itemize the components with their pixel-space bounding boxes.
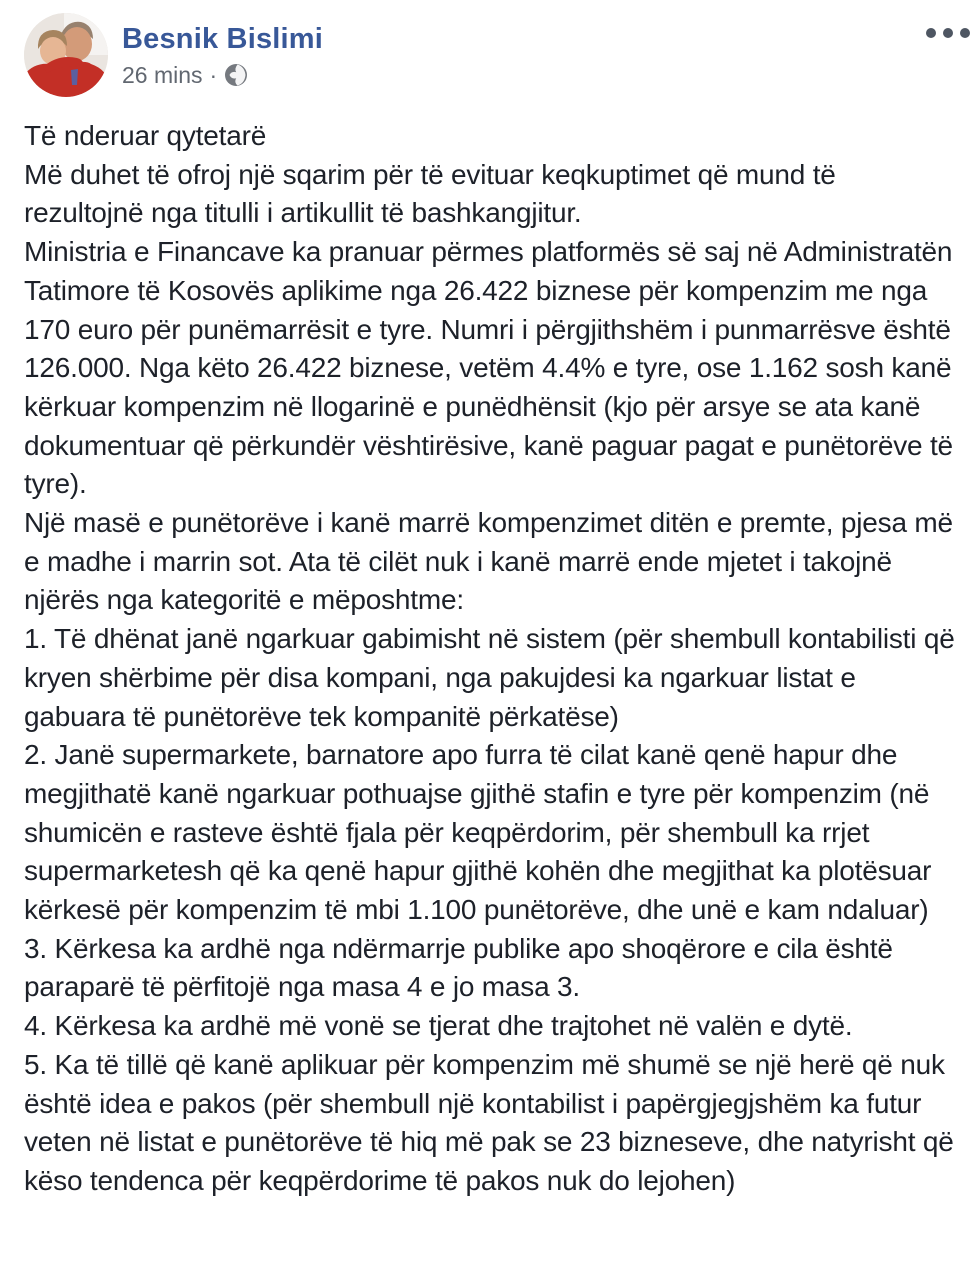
post-paragraph: 1. Të dhënat janë ngarkuar gabimisht në sistem (për shembull kontabilisti që kryen shërbime për disa kompani, nga pakujdesi ka ngarkuar listat e gabuara të punëtorëve tek kompanitë përkatëse)	[24, 623, 955, 732]
avatar[interactable]	[24, 13, 108, 97]
post-paragraph: 4. Kërkesa ka ardhë më vonë se tjerat dhe trajtohet në valën e dytë.	[24, 1010, 853, 1042]
post-paragraph: 3. Kërkesa ka ardhë nga ndërmarrje publike apo shoqërore e cila është paraparë të përfitojë nga masa 4 e jo masa 3.	[24, 932, 893, 1003]
post-paragraph: Të nderuar qytetarë	[24, 120, 267, 151]
post-header	[0, 0, 980, 110]
dot-icon	[960, 28, 970, 38]
post-paragraph: 5. Ka të tillë që kanë aplikuar për kompenzim më shumë se një herë që nuk është idea e pakos (për shembull një kontabilist i papërgjegjshëm ka futur veten në listat e punëtorëve të hiq më pak se 23 bizneseve, dhe natyrisht që këso tendenca për keqpërdorime të pakos nuk do lejohen)	[24, 1048, 954, 1196]
post-menu-button[interactable]	[920, 22, 976, 44]
dot-icon	[943, 28, 953, 38]
post-paragraph: Më duhet të ofroj një sqarim për të evituar keqkuptimet që mund të rezultojnë nga titulli i artikullit të bashkangjitur.	[24, 158, 836, 229]
post-meta	[122, 62, 323, 88]
post-body	[24, 117, 958, 1201]
timestamp-link[interactable]: 26 mins	[122, 62, 203, 88]
header-text	[122, 22, 323, 88]
author-name-link[interactable]: Besnik Bislimi	[122, 23, 324, 55]
profile-photo-icon	[24, 13, 108, 97]
post-paragraph: Ministria e Financave ka pranuar përmes platformës së saj në Administratën Tatimore të Kosovës aplikime nga 26.422 biznese për kompenzim me nga 170 euro për punëmarrësit e tyre. Numri i përgjithshëm i punmarrësve është 126.000. Nga këto 26.422 biznese, vetëm 4.4% e tyre, ose 1.162 sosh kanë kërkuar kompenzim në llogarinë e punëdhënsit (kjo për arsye se ata kanë dokumentuar që përkundër vështirësive, kanë paguar pagat e punëtorëve të tyre).	[24, 236, 953, 500]
globe-icon	[224, 63, 248, 87]
dot-icon	[926, 28, 936, 38]
meta-separator: ·	[209, 62, 218, 88]
post-paragraph: Një masë e punëtorëve i kanë marrë kompenzimet ditën e premte, pjesa më e madhe i marrin sot. Ata të cilët nuk i kanë marrë ende mjetet i takojnë njërës nga kategoritë e mëposhtme:	[24, 507, 953, 616]
post-paragraph: 2. Janë supermarkete, barnatore apo furra të cilat kanë qenë hapur dhe megjithatë kanë ngarkuar pothuajse gjithë stafin e tyre për kompenzim (në shumicën e rasteve është fjala për keqpërdorim, për shembull ka rrjet supermarketesh që ka qenë hapur gjithë kohën dhe megjithat ka plotësuar kërkesë për kompenzim të mbi 1.100 punëtorëve, dhe unë e kam ndaluar)	[24, 739, 932, 926]
